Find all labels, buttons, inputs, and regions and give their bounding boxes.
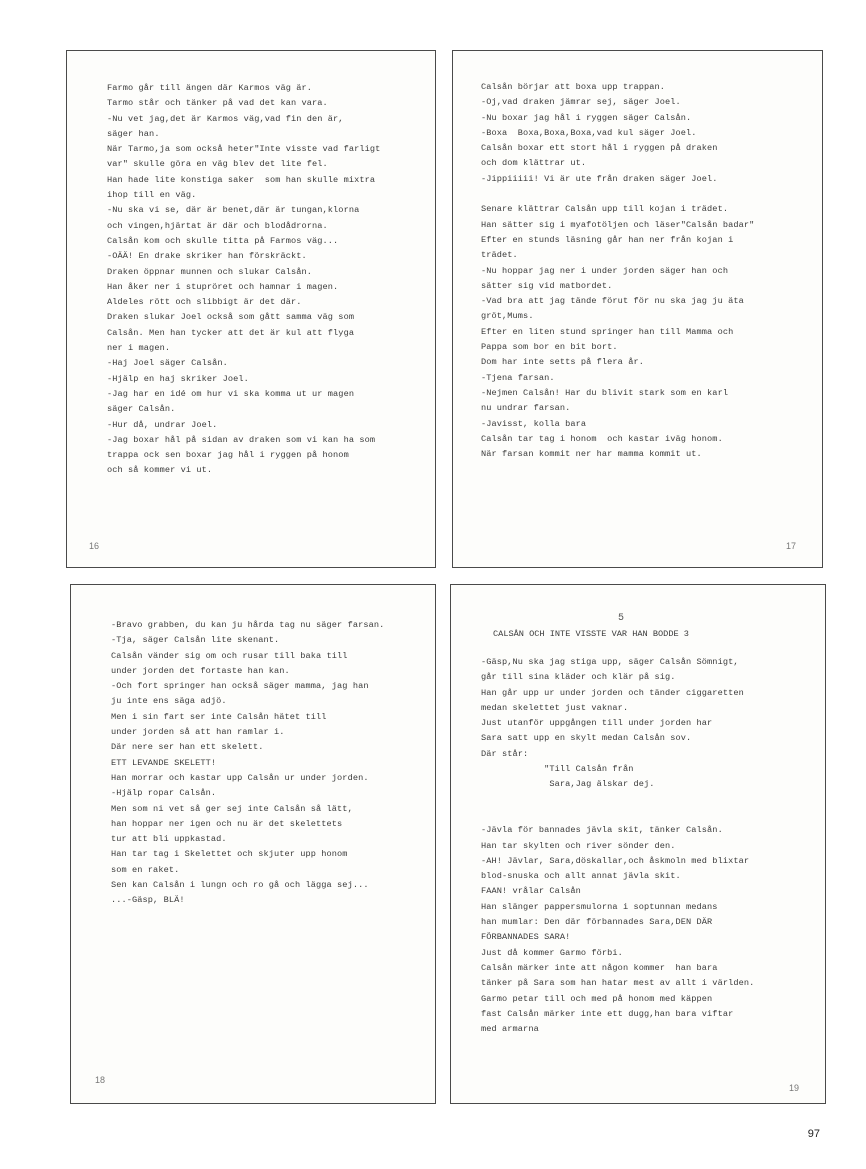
text-line: När farsan kommit ner har mamma kommit ut. bbox=[481, 449, 702, 460]
text-line: gröt,Mums. bbox=[481, 311, 534, 322]
text-line: -AH! Jävlar, Sara,döskallar,och åskmoln med blixtar bbox=[481, 855, 750, 866]
text-line: under jorden så att han ramlar i. bbox=[111, 727, 285, 738]
text-line: -Nu hoppar jag ner i under jorden säger han och bbox=[481, 265, 729, 276]
text-line: -Haj Joel säger Calsån. bbox=[107, 358, 228, 369]
page-16 bbox=[66, 50, 436, 568]
text-line: Calsån kom och skulle titta på Farmos väg... bbox=[107, 235, 339, 246]
page-19 bbox=[450, 584, 826, 1104]
text-line: Där nere ser han ett skelett. bbox=[111, 742, 264, 753]
text-line: Han sätter sig i myafotöljen och läser"Calsån badar" bbox=[481, 219, 755, 230]
text-line: tur att bli uppkastad. bbox=[111, 834, 227, 845]
text-line: Garmo petar till och med på honom med käppen bbox=[481, 993, 713, 1004]
text-line: -Vad bra att jag tände förut för nu ska jag ju äta bbox=[481, 296, 744, 307]
page-19-number: 19 bbox=[788, 1083, 799, 1093]
text-line: Men i sin fart ser inte Calsån hätet till bbox=[111, 711, 327, 722]
text-line: Men som ni vet så ger sej inte Calsån så lätt, bbox=[111, 803, 353, 814]
page-18-text bbox=[111, 618, 384, 909]
text-line: ETT LEVANDE SKELETT! bbox=[111, 757, 217, 768]
text-line: Draken slukar Joel också som gått samma väg som bbox=[107, 312, 355, 323]
text-line: fast Calsån märker inte ett dugg,han bara viftar bbox=[481, 1008, 734, 1019]
page-17-number: 17 bbox=[785, 541, 796, 551]
text-line: Calsån märker inte att någon kommer han bara bbox=[481, 962, 718, 973]
text-line: -Jag boxar hål på sidan av draken som vi kan ha som bbox=[107, 434, 376, 445]
text-line: ju inte ens säga adjö. bbox=[111, 696, 227, 707]
text-line: tänker på Sara som han hatar mest av allt i världen. bbox=[481, 978, 755, 989]
page-18-number: 18 bbox=[95, 1075, 106, 1085]
chapter-title: CALSÅN OCH INTE VISSTE VAR HAN BODDE 3 bbox=[493, 629, 689, 639]
text-line: -Nejmen Calsån! Har du blivit stark som en karl bbox=[481, 387, 729, 398]
text-line: Sen kan Calsån i lungn och ro gå och lägga sej... bbox=[111, 880, 369, 891]
text-line: -Hjälp en haj skriker Joel. bbox=[107, 373, 249, 384]
text-line: Han tar tag i Skelettet och skjuter upp honom bbox=[111, 849, 348, 860]
text-line: blod-snuska och allt annat jävla skit. bbox=[481, 871, 681, 882]
text-line: FÖRBANNADES SARA! bbox=[481, 932, 571, 943]
text-line: som en raket. bbox=[111, 864, 180, 875]
text-line: nu undrar farsan. bbox=[481, 403, 571, 414]
text-line: -OÄÄ! En drake skriker han förskräckt. bbox=[107, 251, 307, 262]
text-line: Calsån börjar att boxa upp trappan. bbox=[481, 82, 665, 92]
page-17 bbox=[452, 50, 823, 568]
text-line: sätter sig vid matbordet. bbox=[481, 280, 613, 291]
text-line: Dom har inte setts på flera år. bbox=[481, 357, 644, 368]
page-19-text bbox=[481, 655, 754, 1037]
text-line: och så kommer vi ut. bbox=[107, 465, 213, 476]
text-line: Pappa som bor en bit bort. bbox=[481, 342, 618, 353]
text-line: säger han. bbox=[107, 128, 160, 139]
text-line: går till sina kläder och klär på sig. bbox=[481, 672, 676, 683]
text-line: -Oj,vad draken jämrar sej, säger Joel. bbox=[481, 97, 681, 108]
text-line: -Gäsp,Nu ska jag stiga upp, säger Calsån Sömnigt, bbox=[481, 657, 739, 667]
text-line: ...-Gäsp, BLÄ! bbox=[111, 895, 185, 906]
text-line bbox=[481, 187, 754, 202]
text-line: När Tarmo,ja som också heter"Inte visste vad farligt bbox=[107, 144, 381, 155]
text-line: Han går upp ur under jorden och tänder ciggaretten bbox=[481, 687, 744, 698]
text-line: Calsån vänder sig om och rusar till baka till bbox=[111, 650, 348, 661]
page-16-text bbox=[107, 81, 380, 479]
text-line: -Hjälp ropar Calsån. bbox=[111, 788, 217, 799]
text-line: Senare klättrar Calsån upp till kojan i trädet. bbox=[481, 204, 729, 215]
page-17-text bbox=[481, 80, 754, 462]
text-line: Sara,Jag älskar dej. bbox=[481, 779, 655, 790]
text-line: trappa ock sen boxar jag hål i ryggen på honom bbox=[107, 450, 349, 461]
text-line: och dom klättrar ut. bbox=[481, 158, 587, 169]
text-line: -Och fort springer han också säger mamma, jag han bbox=[111, 681, 369, 692]
text-line: Calsån. Men han tycker att det är kul att flyga bbox=[107, 327, 355, 338]
text-line: -Jag har en idé om hur vi ska komma ut ur magen bbox=[107, 388, 355, 399]
text-line: trädet. bbox=[481, 250, 518, 261]
text-line: Tarmo står och tänker på vad det kan vara. bbox=[107, 98, 328, 109]
text-line: Han slänger pappersmulorna i soptunnan medans bbox=[481, 901, 718, 912]
book-page-number: 97 bbox=[807, 1128, 820, 1140]
text-line: med armarna bbox=[481, 1024, 539, 1035]
text-line: Draken öppnar munnen och slukar Calsån. bbox=[107, 266, 313, 277]
text-line bbox=[481, 808, 754, 823]
text-line: Aldeles rött och slibbigt är det där. bbox=[107, 297, 302, 308]
text-line: -Nu boxar jag hål i ryggen säger Calsån. bbox=[481, 112, 692, 123]
text-line: Calsån boxar ett stort hål i ryggen på draken bbox=[481, 143, 718, 154]
text-line: -Tja, säger Calsån lite skenant. bbox=[111, 635, 280, 646]
text-line: -Nu ska vi se, där är benet,där är tungan,klorna bbox=[107, 205, 360, 216]
text-line: -Nu vet jag,det är Karmos väg,vad fin den är, bbox=[107, 113, 344, 124]
page-16-number: 16 bbox=[89, 541, 100, 551]
text-line: -Jippiiiii! Vi är ute från draken säger Joel. bbox=[481, 173, 718, 184]
text-line: -Tjena farsan. bbox=[481, 372, 555, 383]
text-line: -Bravo grabben, du kan ju hårda tag nu säger farsan. bbox=[111, 620, 385, 630]
text-line: Han morrar och kastar upp Calsån ur under jorden. bbox=[111, 772, 369, 783]
text-line: ner i magen. bbox=[107, 343, 171, 354]
text-line: medan skelettet just vaknar. bbox=[481, 702, 629, 713]
text-line: Han tar skylten och river sönder den. bbox=[481, 840, 676, 851]
text-line bbox=[481, 793, 754, 808]
text-line: säger Calsån. bbox=[107, 404, 176, 415]
text-line: Sara satt upp en skylt medan Calsån sov. bbox=[481, 733, 692, 744]
text-line: -Hur då, undrar Joel. bbox=[107, 419, 218, 430]
text-line: under jorden det fortaste han kan. bbox=[111, 665, 290, 676]
text-line: Just utanför uppgången till under jorden har bbox=[481, 718, 713, 729]
text-line: -Boxa Boxa,Boxa,Boxa,vad kul säger Joel. bbox=[481, 127, 697, 138]
text-line: Efter en stunds läsning går han ner från kojan i bbox=[481, 234, 734, 245]
text-line: Efter en liten stund springer han till Mamma och bbox=[481, 326, 734, 337]
text-line: "Till Calsån från bbox=[481, 764, 634, 775]
text-line: och vingen,hjärtat är där och blodådrorna. bbox=[107, 220, 328, 231]
text-line: Han hade lite konstiga saker som han skulle mixtra bbox=[107, 174, 376, 185]
text-line: ihop till en väg. bbox=[107, 190, 197, 201]
text-line: Där står: bbox=[481, 748, 529, 759]
text-line: -Javisst, kolla bara bbox=[481, 418, 587, 429]
text-line: Farmo går till ängen där Karmos väg är. bbox=[107, 83, 313, 93]
text-line: FAAN! vrålar Calsån bbox=[481, 886, 581, 897]
chapter-number: 5 bbox=[617, 613, 624, 624]
text-line: han mumlar: Den där förbannades Sara,DEN DÄR bbox=[481, 917, 713, 928]
text-line: han hoppar ner igen och nu är det skelettets bbox=[111, 818, 343, 829]
text-line: Han åker ner i stupröret och hamnar i magen. bbox=[107, 281, 339, 292]
text-line: -Jävla för bannades jävla skit, tänker Calsån. bbox=[481, 825, 723, 836]
text-line: Calsån tar tag i honom och kastar iväg honom. bbox=[481, 433, 723, 444]
text-line: Just då kommer Garmo förbi. bbox=[481, 947, 623, 958]
text-line: var" skulle göra en väg blev det lite fel. bbox=[107, 159, 328, 170]
page-18 bbox=[70, 584, 436, 1104]
